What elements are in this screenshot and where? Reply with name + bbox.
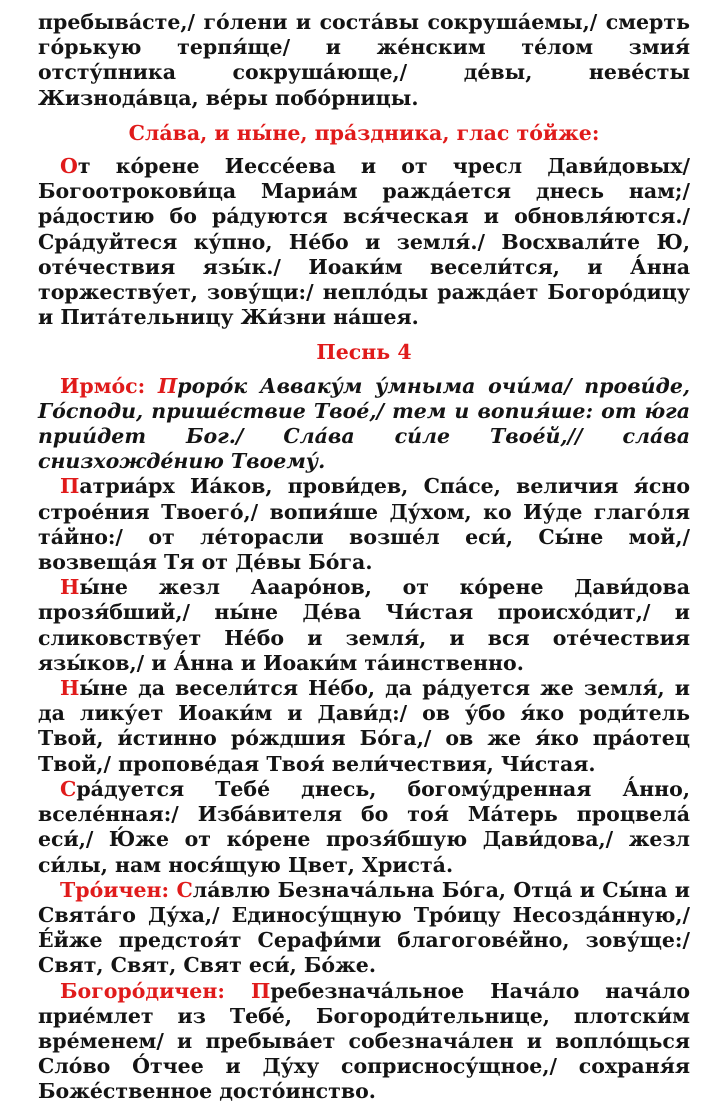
irmos-paragraph: [38, 374, 690, 475]
bogorodichen-initial: П: [250, 978, 271, 1003]
troparion-4-text: ра́дуется Тебе́ днесь, богому́дренная А́нно, вселе́нная:/ Изба́вителя бо тоя́ Ма́терь процвела́ еси́,/ Ю́же от ко́рене прозя́бшую Дави́дова,/ жезл си́лы, нам нося́щую Цвет, Христа́.: [38, 776, 690, 877]
troichen-paragraph: [38, 878, 690, 979]
troparion-1: [38, 474, 690, 575]
slava-text: т ко́рене Иессе́ева и от чресл Дави́довых/ Богоотрокови́ца Мариа́м ражда́ется днесь нам;/ ра́достию бо ра́дуются вся́ческая и обновля́ются./ Сра́дуйтеся ку́пно, Не́бо и земля́./ Восхвали́те Ю, оте́чествия язы́к./ Иоаки́м весели́тся, и А́нна торжеству́ет, зову́щи:/ непло́ды ражда́ет Богоро́дицу и Пита́тельницу Жи́зни на́шея.: [38, 154, 690, 330]
troparion-2-initial: Н: [60, 575, 80, 600]
troparion-1-initial: П: [60, 474, 80, 499]
intro-text: пребыва́сте,/ го́лени и соста́вы сокруша́емы,/ смерть го́рькую терпя́ще/ и же́нским те́лом змия́ отсту́пника сокруша́юще,/ де́вы, неве́сты Жизнода́вца, ве́ры побо́рницы.: [38, 10, 690, 110]
troichen-initial: С: [176, 877, 193, 902]
troichen-text: ла́влю Безнача́льна Бо́га, Отца́ и Сы́на и Свята́го Ду́ха,/ Единосу́щную Тро́ицу Несозда́нную,/ Е́йже предстоя́т Серафи́ми благогове́йно, зову́ще:/ Свят, Свят, Свят еси́, Бо́же.: [38, 877, 690, 978]
troparion-4-initial: С: [60, 776, 77, 801]
bogorodichen-paragraph: [38, 979, 690, 1105]
troparion-2: [38, 575, 690, 676]
slava-initial: О: [60, 154, 78, 179]
irmos-label: Ирмо́с:: [60, 373, 158, 398]
irmos-initial: П: [157, 373, 178, 398]
irmos-text: роро́к Авваку́м у́мныма очи́ма/ прови́де, Го́споди, прише́ствие Твое́,/ тем и вопия́ше: от ю́га прии́дет Бог./ Сла́ва си́ле Твое́й,// сла́ва снизхожде́нию Твоему́.: [38, 373, 690, 474]
troparion-3-initial: Н: [60, 676, 80, 701]
intro-paragraph: [38, 10, 690, 111]
bogorodichen-label: Богоро́дичен:: [60, 978, 251, 1003]
troparion-3-text: ы́не да весели́тся Не́бо, да ра́дуется же земля́, и да лику́ет Иоаки́м и Дави́д:/ ов у́бо я́ко роди́тель Твой, и́стинно ро́ждшия Бо́га,/ ов же я́ко пра́отец Твой,/ пропове́дая Твоя́ вели́чествия, Чи́стая.: [38, 676, 690, 776]
slava-heading: Сла́ва, и ны́не, пра́здника, глас то́йже:: [128, 120, 600, 145]
slava-paragraph: [38, 154, 690, 330]
troparion-1-text: атриа́рх Иа́ков, прови́дев, Спа́се, величия я́сно строе́ния Твоего́,/ вопия́ше Ду́хом, ко Иу́де глаго́ля та́йно:/ от ле́торасли возше́л еси́, Сы́не мой,/ возвеща́я Тя от Де́вы Бо́га.: [38, 474, 690, 575]
troparion-3: [38, 676, 690, 777]
ode-heading: Песнь 4: [316, 340, 412, 365]
troparion-4: [38, 777, 690, 878]
troparion-2-text: ы́не жезл Аааро́нов, от ко́рене Дави́дова прозя́бший,/ ны́не Де́ва Чи́стая происхо́дит,/ и сликовству́ет Не́бо и земля́, и вся оте́чествия язы́ков,/ и А́нна и Иоаки́м та́инственно.: [38, 575, 690, 675]
bogorodichen-text: ребезнача́льное Нача́ло нача́ло прие́млет из Тебе́, Богороди́тельнице, плотски́м вре́менем/ и пребыва́ет собезнача́лен и вопло́щься Сло́во О́тчее и Ду́ху соприсносу́щное,/ сохраня́я Боже́ственное досто́инство.: [38, 978, 691, 1104]
liturgical-text-page: [38, 10, 690, 1105]
troichen-label: Тро́ичен:: [60, 877, 177, 902]
